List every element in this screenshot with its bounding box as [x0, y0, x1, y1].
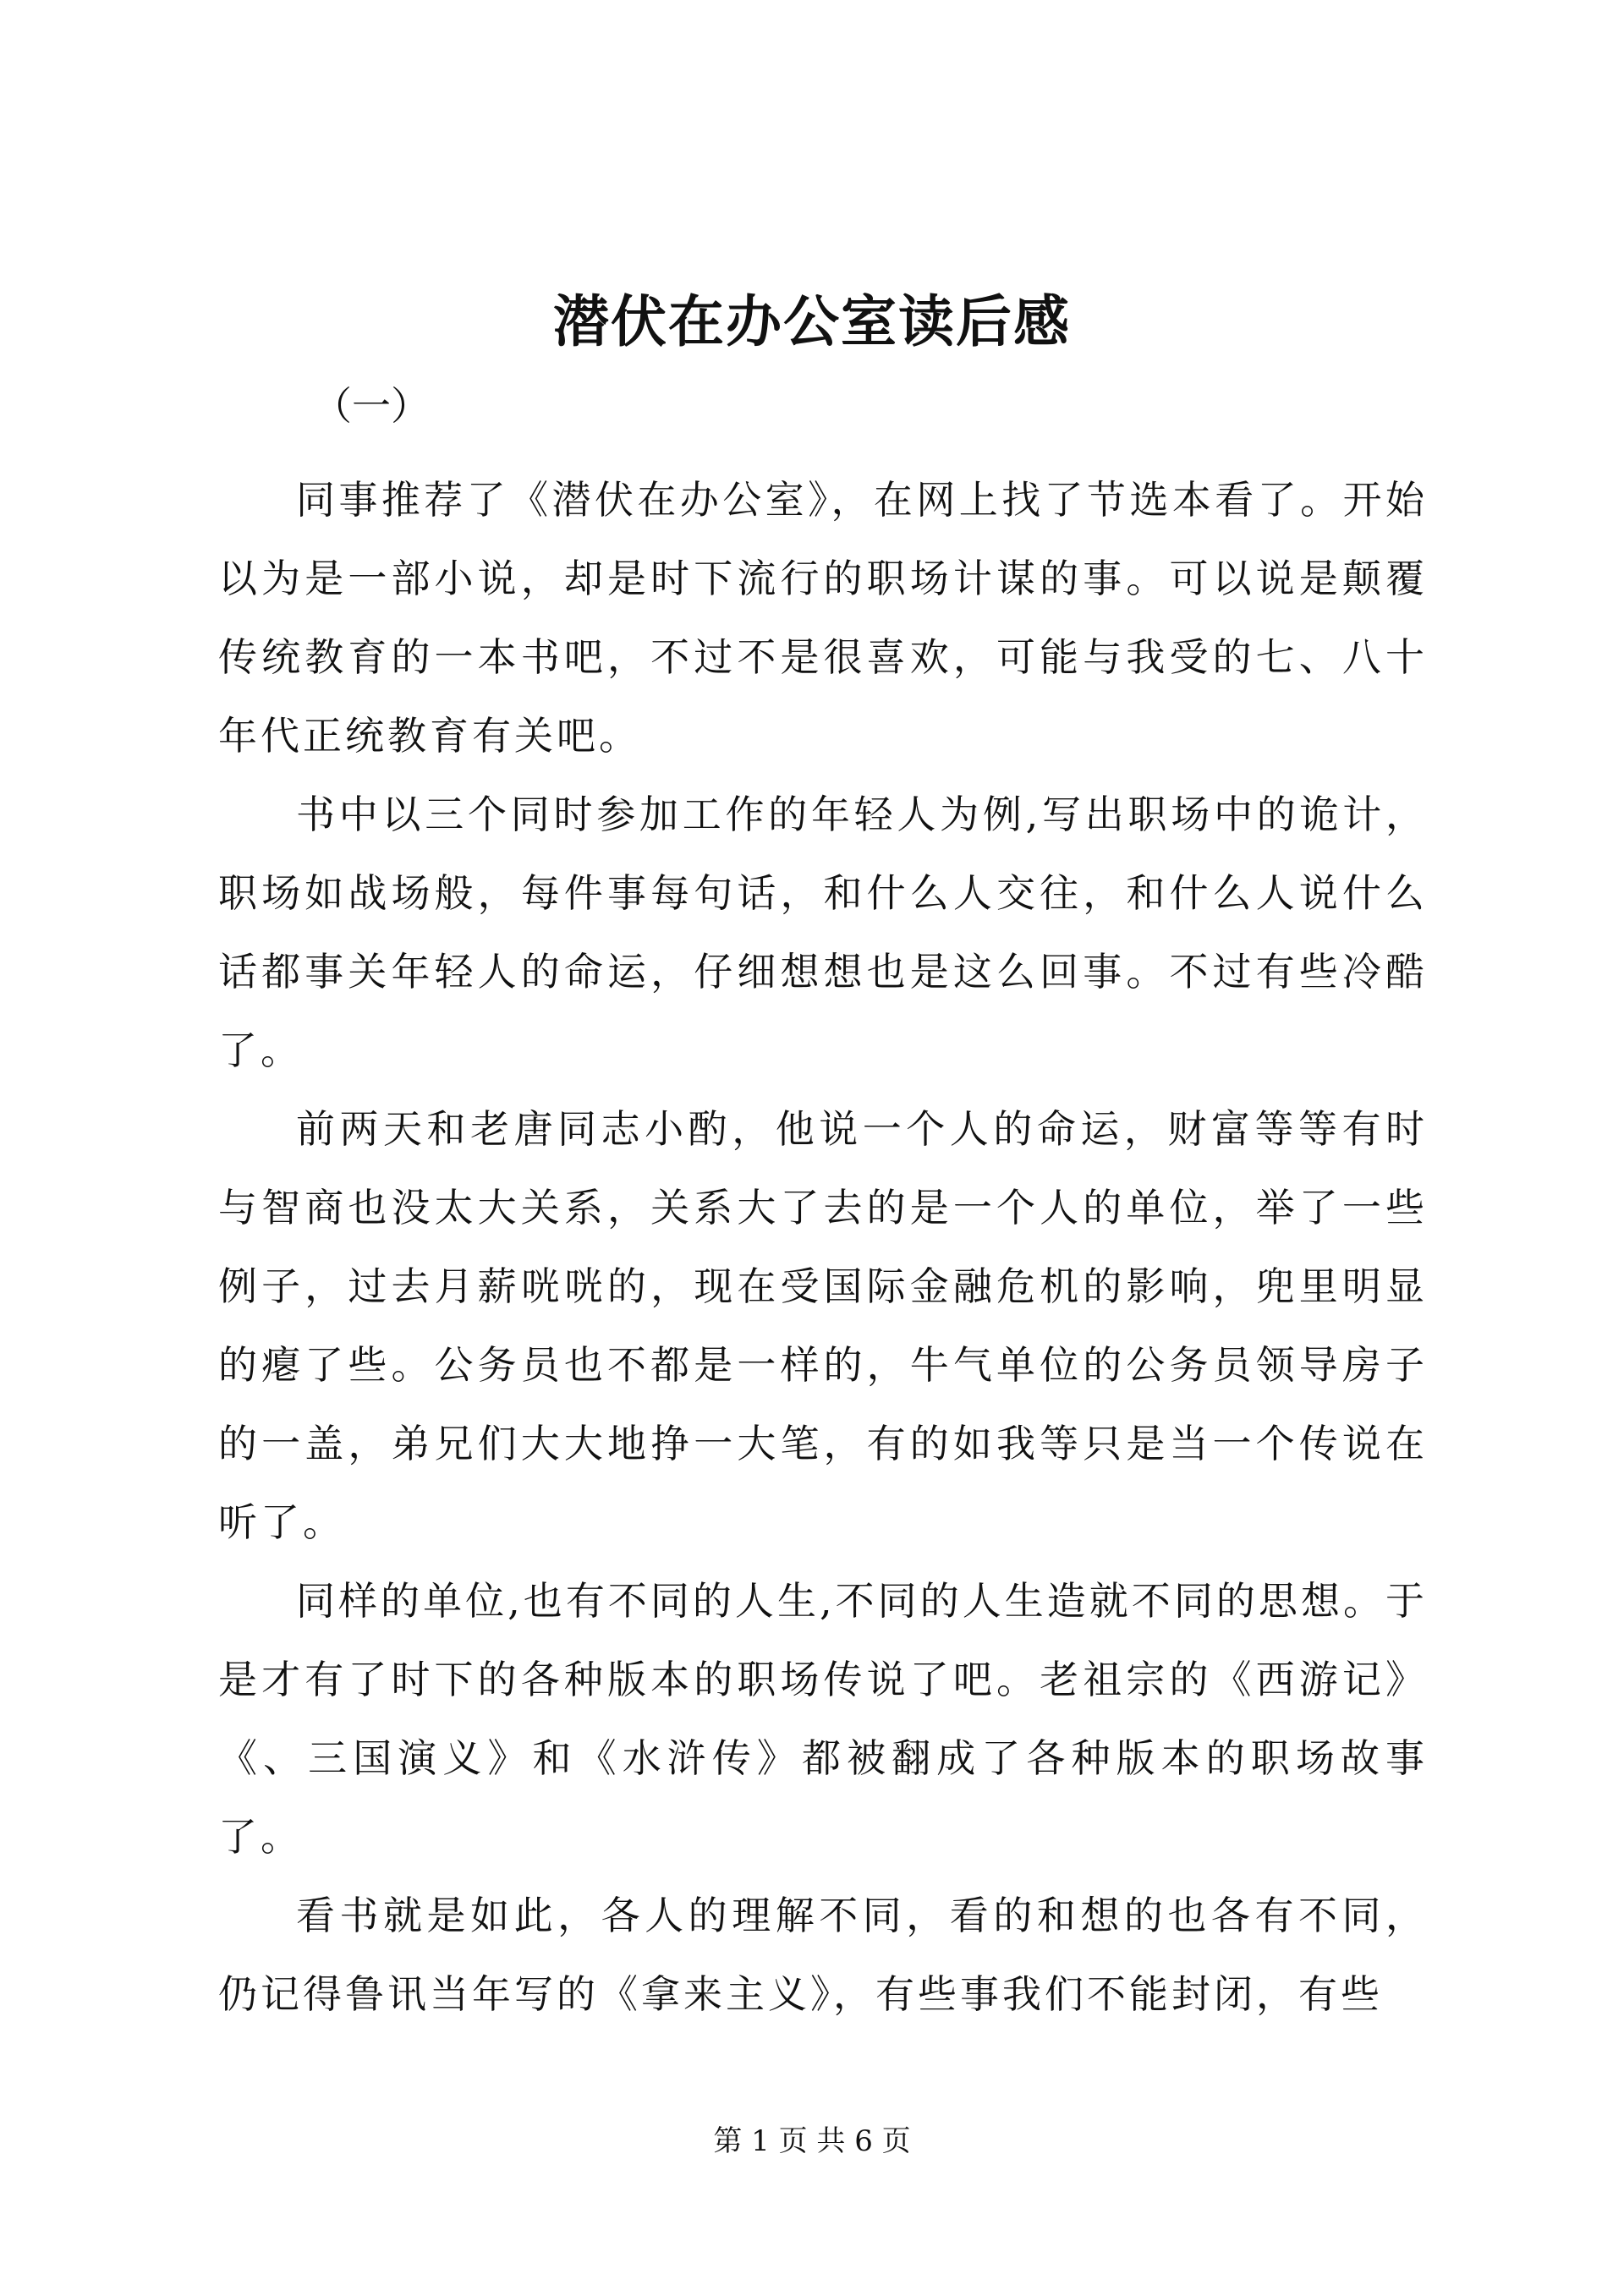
paragraph: 前两天和老唐同志小酌，他说一个人的命运，财富等等有时与智商也没太大关系，关系大了去的是一个人的单位，举了一些例子，过去月薪咣咣的，现在受国际金融危机的影响，兜里明显的瘪了些。公务员也不都是一样的，牛气单位的公务员领导房子的一盖，弟兄们大大地挣一大笔，有的如我等只是当一个传说在听了。 — [218, 1106, 1428, 1545]
paragraph: 同样的单位,也有不同的人生,不同的人生造就不同的思想。于是才有了时下的各种版本的职场传说了吧。老祖宗的《西游记》《、三国演义》和《水浒传》都被翻成了各种版本的职场故事了。 — [218, 1578, 1428, 1860]
paragraph: 书中以三个同时参加工作的年轻人为例,写出职场中的诡计，职场如战场般，每件事每句话，和什么人交往，和什么人说什么话都事关年轻人的命运，仔细想想也是这么回事。不过有些冷酷了。 — [218, 792, 1428, 1073]
body-text — [218, 461, 1428, 2034]
page-footer: 第 1 页 共 6 页 — [713, 2124, 911, 2158]
paragraph: 同事推荐了《潜伏在办公室》，在网上找了节选本看了。开始以为是一部小说，却是时下流行的职场计谋的事。可以说是颠覆传统教育的一本书吧，不过不是很喜欢，可能与我受的七、八十年代正统教育有关吧。 — [218, 477, 1428, 759]
page-title: 潜伏在办公室读后感 — [553, 288, 1071, 354]
paragraph: 看书就是如此，各人的理解不同，看的和想的也各有不同，仍记得鲁讯当年写的《拿来主义》，有些事我们不能封闭，有些 — [218, 1893, 1428, 2017]
section-marker: （一） — [313, 383, 430, 429]
